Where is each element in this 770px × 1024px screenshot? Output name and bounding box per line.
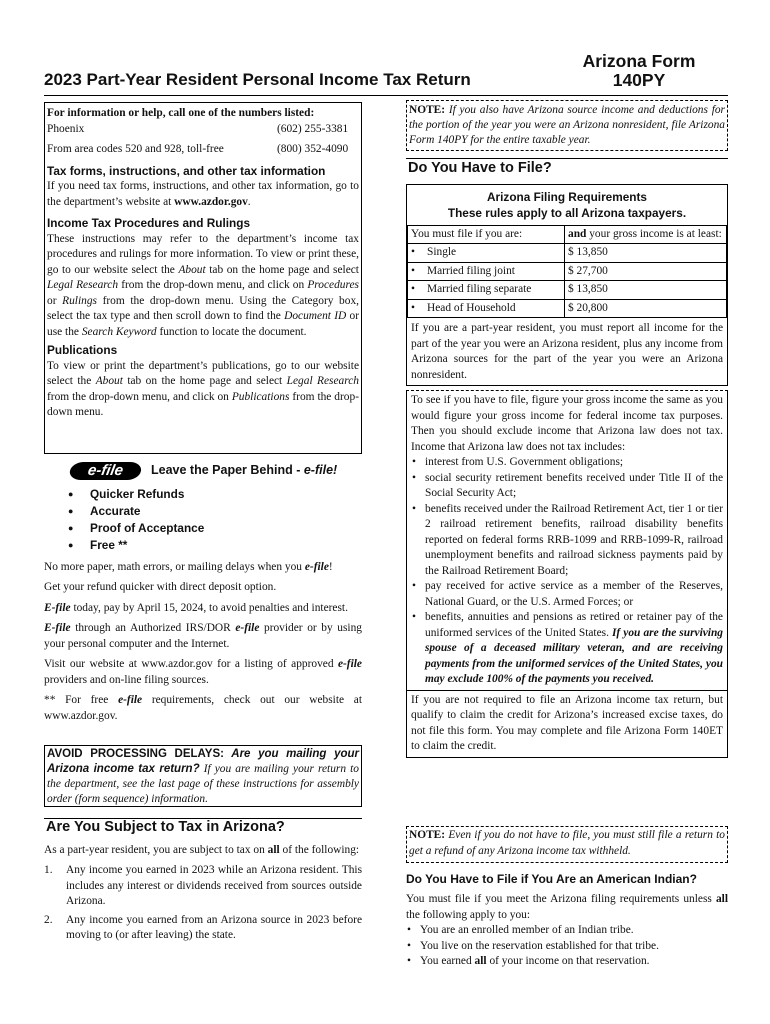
list-item: ● Accurate [68,503,362,520]
requirements-table [407,225,727,319]
requirements-title: Arizona Filing Requirements [487,189,647,204]
exclusions-list [411,455,723,688]
note-box-1 [406,100,728,151]
list-item: ● Proof of Acceptance [68,520,362,537]
area-row [47,142,359,158]
table-row: • Married filing separate $ 13,850 [408,281,727,300]
indian-list [406,923,728,970]
efile-header [44,462,362,480]
help-box [44,102,362,454]
phoenix-number: (602) 255-3381 [277,122,349,135]
list-item: • You are an enrolled member of an Indian tribe. [406,923,728,939]
requirements-box [406,184,728,387]
table-cell: $ 27,700 [565,262,727,281]
table-row: • Married filing joint $ 27,700 [408,262,727,281]
list-item: 2. Any income you earned from an Arizona source in 2023 before moving to (or after leaving) the state. [44,913,362,941]
note-label: NOTE: [409,829,446,841]
forms-text: If you need tax forms, instructions, and other tax information, go to the department’s website at www.azdor.gov. [47,180,359,208]
efile-tagline: Leave the Paper Behind - e-file! [151,463,338,477]
efile-section [44,462,362,724]
phoenix-row [47,122,359,138]
avoid-lead: AVOID PROCESSING DELAYS: [47,748,224,760]
table-row: • Head of Household $ 20,800 [408,299,727,318]
publications-heading: Publications [47,343,118,357]
efile-p5: Visit our website at www.azdor.gov for a listing of approved e-file providers and on-line filing sources. [44,658,362,686]
forms-heading: Tax forms, instructions, and other tax information [47,163,326,178]
efile-benefits [44,486,362,554]
efile-p4: E-file through an Authorized IRS/DOR e-file provider or by using your personal computer and the Internet. [44,622,362,650]
avoid-question: Are you mailing your Arizona income tax return? [47,748,359,775]
subject-heading: Are You Subject to Tax in Arizona? [44,818,362,837]
list-item: • benefits received under the Railroad Retirement Act, tier 1 or tier 2 railroad retirement benefits, railroad disability benefits reported on federal forms RRB-1099 and RRB-1099-R, railroad unemployment benefits and railroad sickness payments paid by the Railroad Retirement Board; [411,502,723,580]
subject-list [44,863,362,944]
indian-intro: You must file if you meet the Arizona filing requirements unless all the following apply to you: [406,893,728,921]
list-item: • interest from U.S. Government obligations; [411,455,723,471]
help-intro: For information or help, call one of the numbers listed: [47,107,315,119]
form-title: Arizona Form 140PY [582,51,696,90]
efile-p6: ** For free e-file requirements, check out our website at www.azdor.gov. [44,694,362,722]
note-label: NOTE: [409,104,446,116]
indian-heading: Do You Have to File if You Are an American Indian? [406,872,697,886]
subject-intro: As a part-year resident, you are subject to tax on all of the following: [44,843,360,856]
procedures-text: These instructions may refer to the department’s income tax procedures and rulings for more information. To view or print these, go to our website select the About tab on the home page and select Legal Research from the drop-down menu, and click on Procedures or Rulings from the drop-down menu. Using the Category box, select the tax type and then scroll down to find the Document ID or use the Search Keyword function to locate the document. [47,232,360,338]
table-row: • Single $ 13,850 [408,244,727,263]
list-item: • pay received for active service as a member of the Reserves, National Guard, or the U.S. Armed Forces; or [411,579,723,610]
table-header: You must file if you are: [408,225,565,244]
procedures-heading: Income Tax Procedures and Rulings [47,216,251,230]
area-label: From area codes 520 and 928, toll-free [47,143,224,155]
phoenix-label: Phoenix [47,122,85,135]
website-link[interactable]: www.azdor.gov [174,195,248,208]
note-text: Even if you do not have to file, you must still file a return to get a refund of any Arizona income tax withheld. [409,829,725,857]
avoid-delays-box [44,745,362,807]
gross-intro: To see if you have to file, figure your gross income the same as you would figure your gross income for federal income tax purposes. Then you should exclude income that Arizona law does not tax. Income that Arizona law does not tax includes: [411,394,723,453]
efile-p2: Get your refund quicker with direct deposit option. [44,581,277,593]
file-heading: Do You Have to File? [406,158,728,179]
page-title: 2023 Part-Year Resident Personal Income Tax Return [44,70,471,89]
file-section [406,158,728,758]
table-cell: $ 20,800 [565,299,727,318]
gross-income-box [406,390,728,691]
efile-p3: E-file today, pay by April 15, 2024, to avoid penalties and interest. [44,601,348,614]
list-item: ● Free ** [68,537,362,554]
table-cell: $ 13,850 [565,281,727,300]
table-cell: $ 13,850 [565,244,727,263]
publications-text: To view or print the department’s publications, go to our website select the About tab on the home page and select Legal Research from the drop-down menu, and click on Publications from the drop-down menu. [47,359,359,418]
list-item: • benefits, annuities and pensions as retired or retainer pay of the uniformed services of the United States. If you are the surviving spouse of a deceased military veteran, and are receiving payments from the uniformed services of the United States, you may exclude 100% of the payments you received. [411,610,723,688]
part-year-text: If you are a part-year resident, you must report all income for the part of the year you were an Arizona resident, plus any income from Arizona sources for the part of the year you were an Arizona nonresident. [411,322,723,381]
table-header: and your gross income is at least: [565,225,727,244]
note-text: If you also have Arizona source income and deductions for the portion of the year you were an Arizona nonresident, file Arizona Form 140PY for the entire taxable year. [409,104,725,146]
list-item: 1. Any income you earned in 2023 while an Arizona resident. This includes any interest or dividends received from sources outside Arizona. [44,864,362,907]
list-item: • You live on the reservation established for that tribe. [406,939,728,955]
indian-section [406,871,728,970]
list-item: • social security retirement benefits received under Title II of the Social Security Act; [411,471,723,502]
list-item: ● Quicker Refunds [68,486,362,503]
requirements-subtitle: These rules apply to all Arizona taxpayers. [447,205,687,220]
area-number: (800) 352-4090 [277,143,349,155]
credit-text: If you are not required to file an Arizona income tax return, but qualify to claim the credit for Arizona’s increased excise taxes, do not file this form. You may complete and file Arizona Form 140ET to claim the credit. [406,691,728,758]
note-box-2 [406,826,728,863]
efile-logo: e-file [68,462,142,480]
subject-section [44,818,362,944]
title-rule [44,95,728,96]
table-row [408,225,727,244]
efile-p1: No more paper, math errors, or mailing delays when you e-file! [44,560,333,573]
avoid-text: If you are mailing your return to the department, see the last page of these instructions for assembly order (form sequence) information. [47,763,359,805]
list-item: • You earned all of your income on that reservation. [406,954,728,970]
